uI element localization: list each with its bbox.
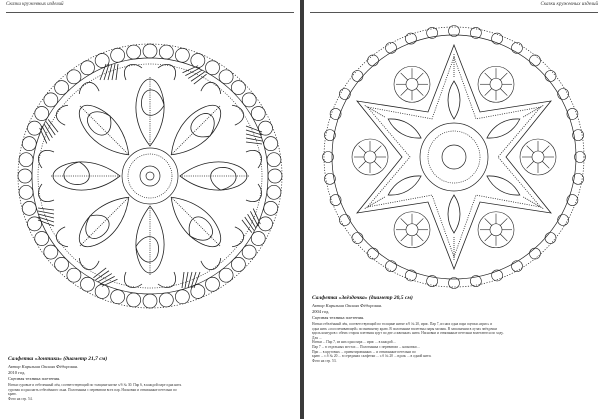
doily-star-diagram bbox=[319, 22, 589, 292]
right-photo-ref: Фото на стр. 53. bbox=[312, 358, 337, 363]
right-caption-author: Автор Кирилина Оксана Фёдоровна. bbox=[312, 303, 383, 308]
right-caption-body bbox=[312, 322, 598, 363]
right-page bbox=[304, 0, 604, 419]
right-body-line: При ... в круговых ... ориентированных ... и отвязанные петельки по bbox=[312, 349, 416, 354]
left-body-line: Нитки суровые и отбеленный лён, соответствующий по толщине нитке х/б № 30. Пар 6, в каждой паре одна нить bbox=[8, 383, 182, 387]
left-caption-technique: Сцепная техника плетения. bbox=[8, 376, 61, 381]
left-header-rule bbox=[6, 12, 294, 13]
left-caption-author: Автор Кирилина Оксана Фёдоровна. bbox=[8, 364, 79, 369]
left-caption-year: 2010 год. bbox=[8, 370, 26, 375]
doily-umbrellas-diagram bbox=[12, 38, 288, 314]
right-body-line: Нитки отбелённый лён, соответствующий по толщине нитке х/б № 20, ирис. Пар 7, из них одна пара сцепки «ирис» и bbox=[312, 322, 493, 326]
right-body-line: одна нить «ососпечивающей» по внешнему краю. В полотнянке вплетены пары мозаик. В заполнении в лучах звёздочки bbox=[312, 326, 498, 331]
right-body-line: Пар 7 ... в отдельных местах ... Полотнянка с перевивом ... насновки ... bbox=[312, 344, 421, 349]
right-caption-year: 2004 год. bbox=[312, 309, 330, 314]
right-header-rule bbox=[310, 12, 598, 13]
left-page-header: Сказки кружевных изделий bbox=[6, 2, 64, 7]
right-body-line: краю ... с.б № 20 ... в серединах салфетки ... с.б № 20 ... вдоль ... в одной нити. bbox=[312, 354, 432, 359]
left-body-line: суровая и одна нить отбелённого льна. Полотнянка с перевивом всех пар. Насновки и отвязанные петельки по bbox=[8, 387, 177, 392]
left-caption-body bbox=[8, 383, 292, 401]
right-body-line: вдоль контуров с обеих сторон плетения идут по две «сквозные» нити. Насновки и отвязанные петельки вплетаются по ходу. bbox=[312, 331, 504, 336]
right-caption-title: Салфетка «Звёздочка» (диаметр 20,5 см) bbox=[312, 295, 413, 301]
left-caption-title: Салфетка «Зонтики» (диаметр 21,7 см) bbox=[8, 356, 108, 362]
right-page-header: Сказки кружевных изделий bbox=[540, 2, 598, 7]
right-body-line: Для ... bbox=[312, 335, 322, 340]
left-photo-ref: Фото на стр. 54. bbox=[8, 396, 33, 401]
right-caption-technique: Сцепная техника плетения. bbox=[312, 315, 365, 320]
right-body-line: Нитки ... Пар 7, из них одна пара ... ирис ... в каждой ... bbox=[312, 340, 397, 345]
left-page bbox=[0, 0, 300, 419]
left-body-line: краю. bbox=[8, 392, 17, 397]
